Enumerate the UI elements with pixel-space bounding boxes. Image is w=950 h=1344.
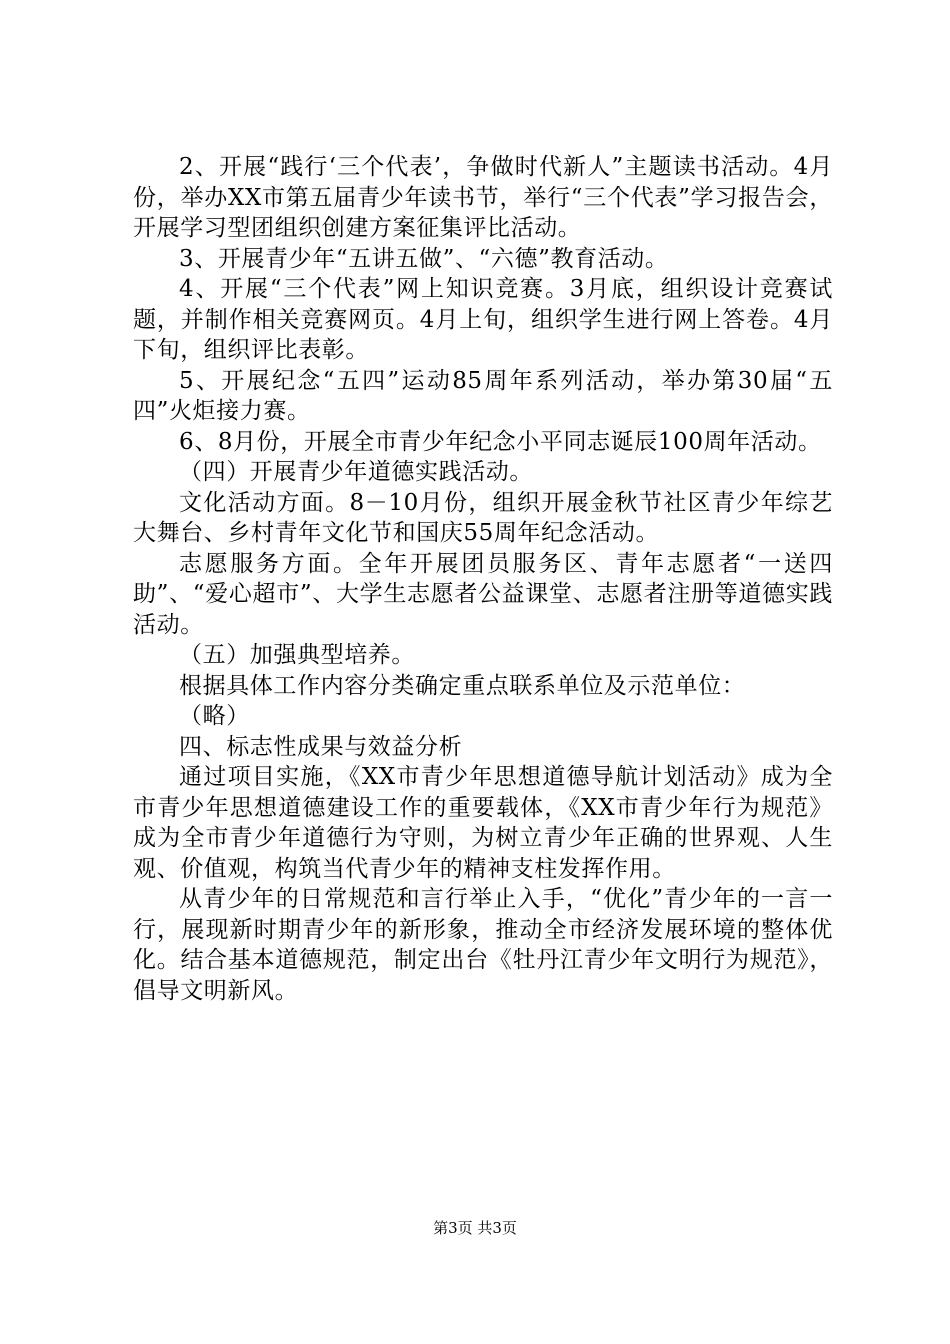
section-heading-moral-practice: （四）开展青少年道德实践活动。 bbox=[179, 459, 533, 485]
paragraph-volunteer-service: 志愿服务方面。全年开展团员服务区、青年志愿者“一送四助”、“爱心超市”、大学生志愿者公益课堂、志愿者注册等道德实践活动。 bbox=[133, 550, 833, 638]
paragraph-reading-activity: 2、开展“践行‘三个代表’，争做时代新人”主题读书活动。4月份，举办XX市第五届青少年读书节，举行“三个代表”学习报告会，开展学习型团组织创建方案征集评比活动。 bbox=[133, 154, 833, 241]
paragraph-may-fourth: 5、开展纪念“五四”运动85周年系列活动，举办第30届“五四”火炬接力赛。 bbox=[133, 367, 833, 424]
paragraph-education-activity: 3、开展青少年“五讲五做”、“六德”教育活动。 bbox=[179, 245, 669, 272]
paragraph-behavior-norms: 从青少年的日常规范和言行举止入手，“优化”青少年的一言一行，展现新时期青少年的新形象，推动全市经济发展环境的整体优化。结合基本道德规范，制定出台《牡丹江青少年文明行为规范》，倡导文明新风。 bbox=[133, 886, 833, 1004]
section-heading-role-models: （五）加强典型培养。 bbox=[179, 642, 415, 668]
paragraph-project-outcomes: 通过项目实施，《XX市青少年思想道德导航计划活动》成为全市青少年思想道德建设工作的重要载体，《XX市青少年行为规范》成为全市青少年道德行为守则，为树立青少年正确的世界观、人生观、价值观，构筑当代青少年的精神支柱发挥作用。 bbox=[133, 764, 833, 882]
paragraph-centenary: 6、8月份，开展全市青少年纪念小平同志诞辰100周年活动。 bbox=[179, 428, 822, 455]
paragraph-omitted: （略） bbox=[179, 703, 250, 729]
section-heading-outcomes: 四、标志性成果与效益分析 bbox=[179, 733, 463, 760]
paragraph-cultural-activities: 文化活动方面。8－10月份，组织开展金秋节社区青少年综艺大舞台、乡村青年文化节和国庆55周年纪念活动。 bbox=[133, 489, 833, 546]
paragraph-key-units: 根据具体工作内容分类确定重点联系单位及示范单位： bbox=[179, 672, 746, 699]
page-footer: 第3页 共3页 bbox=[433, 1219, 517, 1237]
document-body bbox=[133, 152, 833, 1006]
paragraph-online-contest: 4、开展“三个代表”网上知识竞赛。3月底，组织设计竞赛试题，并制作相关竞赛网页。4月上旬，组织学生进行网上答卷。4月下旬，组织评比表彰。 bbox=[133, 276, 833, 363]
